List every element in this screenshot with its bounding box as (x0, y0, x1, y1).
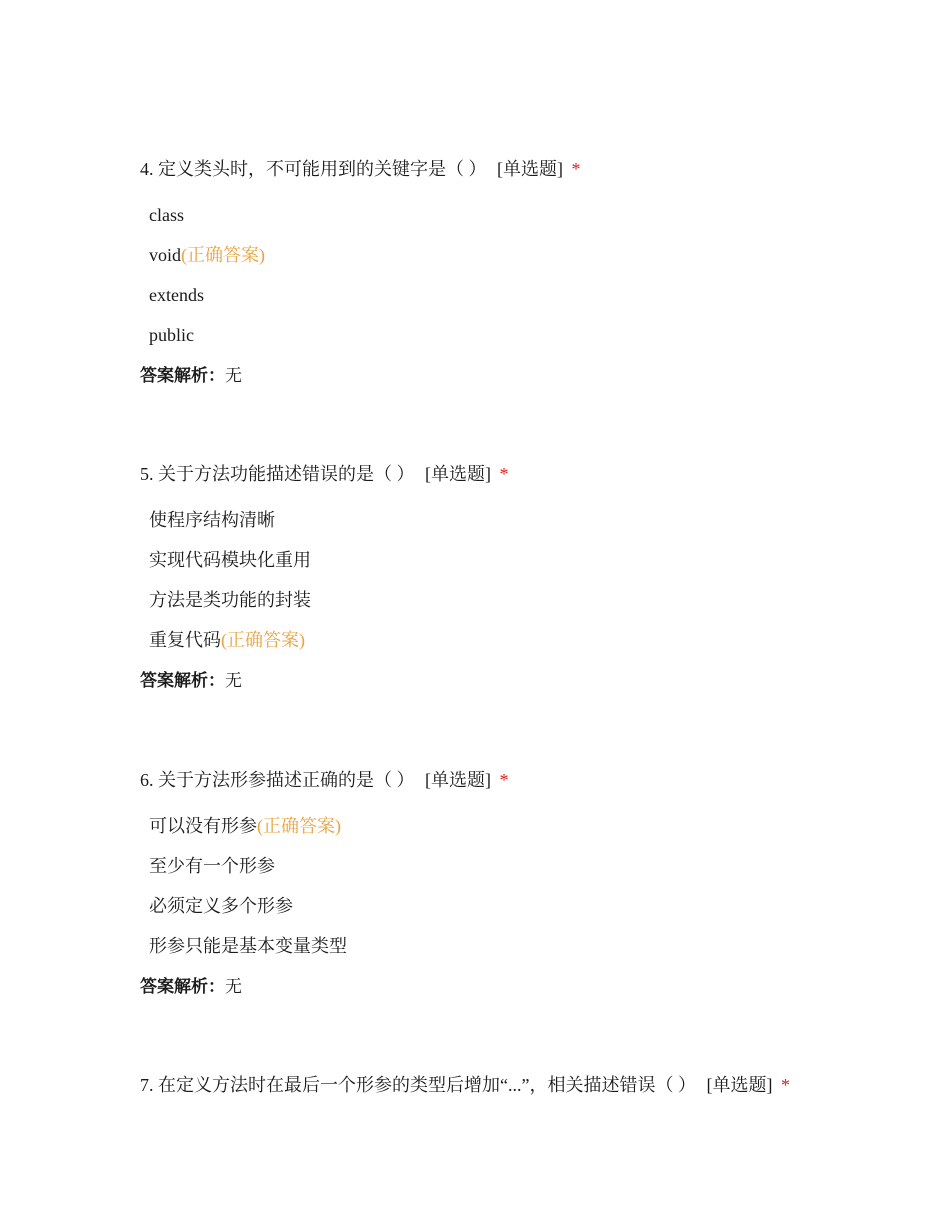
option-item (149, 934, 920, 974)
option-text: 形参只能是基本变量类型 (149, 936, 347, 956)
option-item (149, 323, 920, 363)
required-mark: * (499, 464, 509, 484)
question-type: [单选题] (497, 159, 563, 179)
question-4 (140, 157, 920, 387)
correct-answer-tag: (正确答案) (221, 630, 305, 650)
question-number: 4. (140, 159, 154, 179)
option-text: void (149, 245, 182, 265)
question-6 (140, 768, 920, 998)
question-5 (140, 462, 920, 692)
option-list (140, 508, 920, 668)
option-text: 方法是类功能的封装 (149, 590, 311, 610)
option-text: extends (149, 285, 204, 305)
question-number: 6. (140, 770, 154, 790)
correct-answer-tag: (正确答案) (181, 245, 266, 265)
analysis-label: 答案解析： (140, 366, 225, 386)
analysis-value: 无 (225, 977, 242, 997)
option-text: 实现代码模块化重用 (149, 550, 311, 570)
option-text: 必须定义多个形参 (149, 896, 293, 916)
option-text: class (149, 205, 184, 225)
answer-analysis (140, 668, 920, 692)
option-text: 重复代码 (149, 630, 221, 650)
question-text: 在定义方法时在最后一个形参的类型后增加“...”，相关描述错误（ ） (158, 1075, 696, 1095)
analysis-label: 答案解析： (140, 671, 225, 691)
option-item (149, 283, 920, 323)
required-mark: * (499, 770, 509, 790)
option-item (149, 628, 920, 668)
required-mark: * (571, 159, 581, 179)
option-item (149, 508, 920, 548)
question-type: [单选题] (706, 1075, 773, 1095)
question-title (140, 462, 920, 486)
option-item (149, 588, 920, 628)
question-text: 定义类头时，不可能用到的关键字是（ ） (158, 159, 487, 179)
option-list (140, 814, 920, 974)
analysis-label: 答案解析： (140, 977, 225, 997)
correct-answer-tag: (正确答案) (257, 816, 341, 836)
question-7 (140, 1073, 920, 1097)
question-title (140, 157, 920, 181)
option-item (149, 894, 920, 934)
option-text: 使程序结构清晰 (149, 510, 275, 530)
option-item (149, 814, 920, 854)
question-text: 关于方法形参描述正确的是（ ） (158, 770, 415, 790)
required-mark: * (780, 1075, 790, 1095)
question-text: 关于方法功能描述错误的是（ ） (158, 464, 415, 484)
option-text: 至少有一个形参 (149, 856, 275, 876)
option-item (149, 203, 920, 243)
option-text: 可以没有形参 (149, 816, 257, 836)
answer-analysis (140, 363, 920, 387)
option-item (149, 854, 920, 894)
answer-analysis (140, 974, 920, 998)
question-number: 5. (140, 464, 154, 484)
option-item (149, 548, 920, 588)
analysis-value: 无 (225, 671, 242, 691)
option-item (149, 243, 920, 283)
option-text: public (149, 325, 194, 345)
option-list (140, 203, 920, 363)
question-type: [单选题] (425, 770, 491, 790)
question-number: 7. (140, 1075, 154, 1095)
question-title (140, 768, 920, 792)
question-title (140, 1073, 920, 1097)
analysis-value: 无 (225, 366, 242, 386)
question-type: [单选题] (425, 464, 491, 484)
